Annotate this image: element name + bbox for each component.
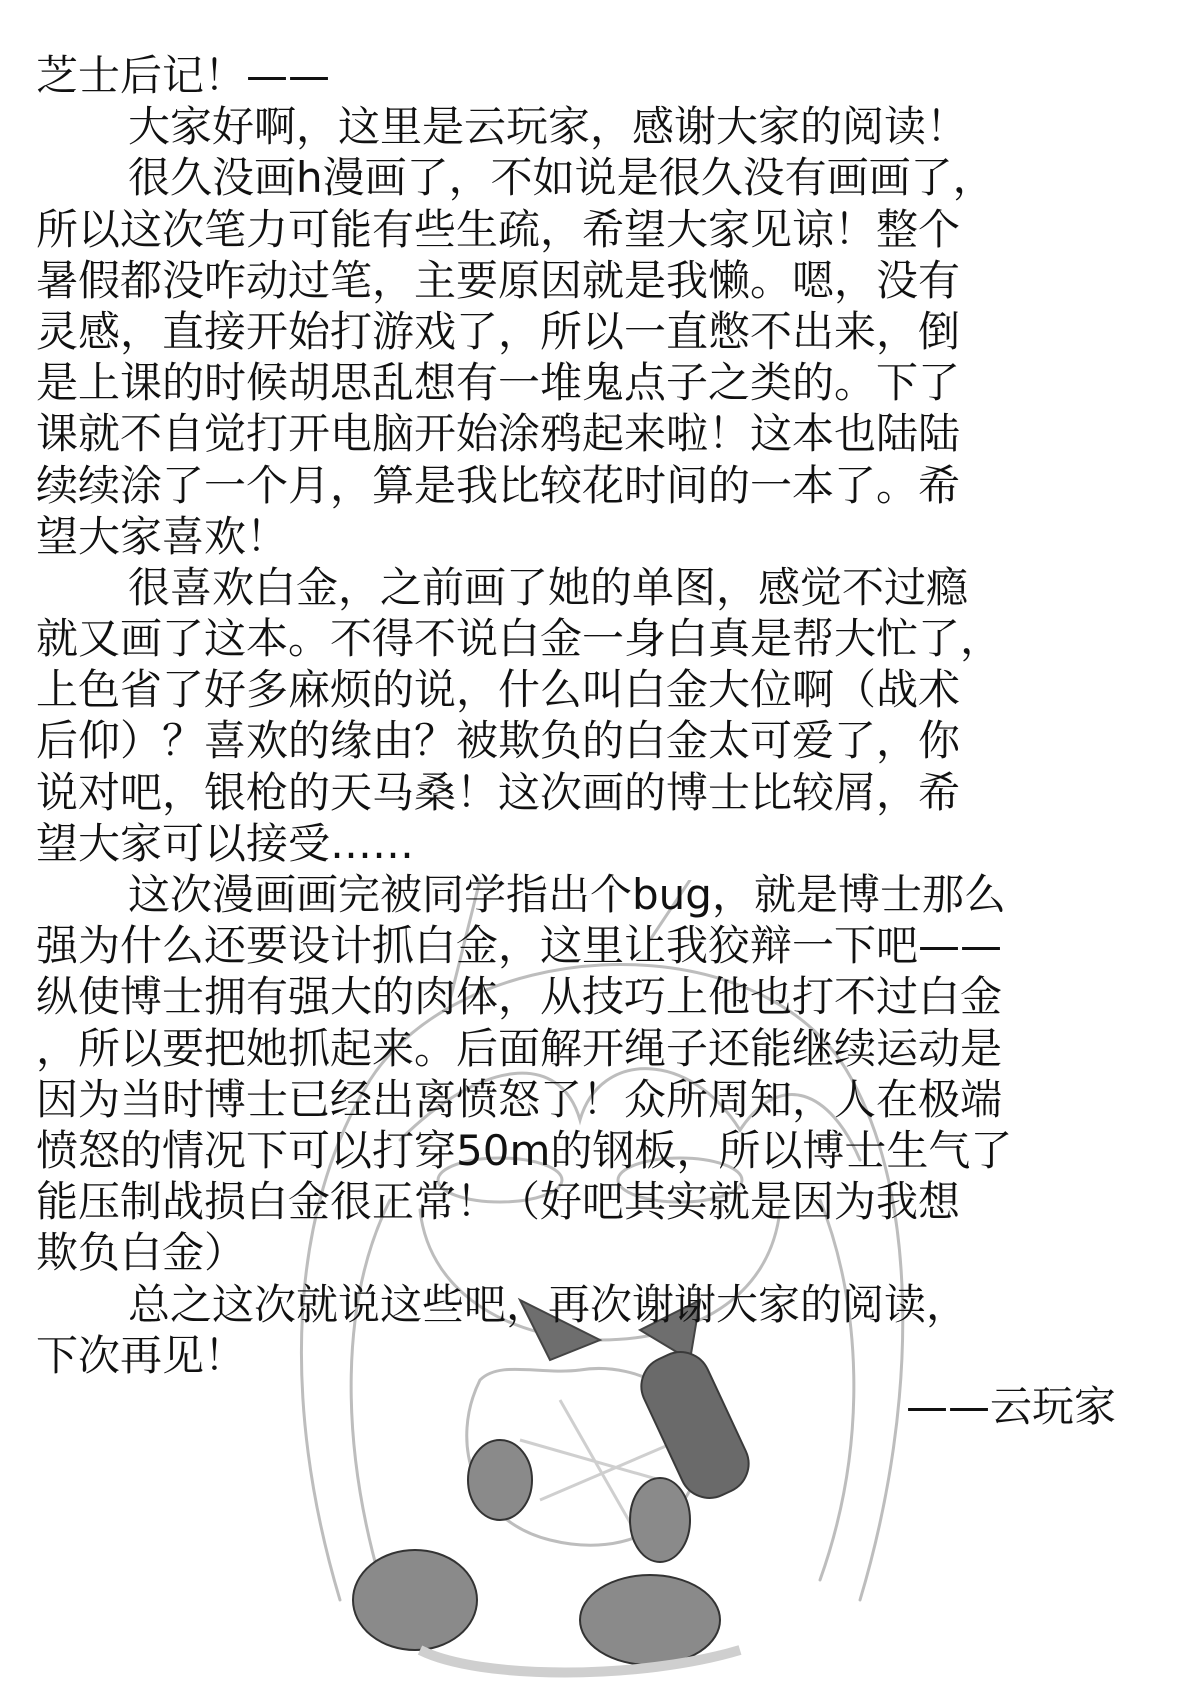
text-line: 望大家可以接受…… xyxy=(36,818,415,868)
signature: ——云玩家 xyxy=(905,1381,1116,1431)
text-line: 后仰）？喜欢的缘由？被欺负的白金太可爱了，你 xyxy=(36,716,961,766)
text-line: 强为什么还要设计抓白金，这里让我狡辩一下吧—— xyxy=(36,921,1003,971)
text-line: 灵感，直接开始打游戏了，所以一直憋不出来，倒 xyxy=(36,306,961,356)
text-line: 续续涂了一个月，算是我比较花时间的一本了。希 xyxy=(36,460,961,510)
text-line: 纵使博士拥有强大的肉体，从技巧上他也打不过白金 xyxy=(36,972,1003,1022)
text-line: 大家好啊，这里是云玩家，感谢大家的阅读！ xyxy=(128,102,969,152)
text-line: 这次漫画画完被同学指出个bug，就是博士那么 xyxy=(128,870,1006,919)
text-line: 暑假都没咋动过笔，主要原因就是我懒。嗯，没有 xyxy=(36,255,961,305)
text-line: 总之这次就说这些吧，再次谢谢大家的阅读， xyxy=(128,1279,969,1329)
text-line: 是上课的时候胡思乱想有一堆鬼点子之类的。下了 xyxy=(36,358,961,408)
text-line: 很喜欢白金，之前画了她的单图，感觉不过瘾 xyxy=(128,562,969,612)
text-line: 因为当时博士已经出离愤怒了！众所周知，人在极端 xyxy=(36,1074,1003,1124)
text-line: ，所以要把她抓起来。后面解开绳子还能继续运动是 xyxy=(36,1023,1003,1073)
text-line: 就又画了这本。不得不说白金一身白真是帮大忙了， xyxy=(36,614,1003,664)
text-line: 说对吧，银枪的天马桑！这次画的博士比较屑，希 xyxy=(36,767,961,817)
text-line: 所以这次笔力可能有些生疏，希望大家见谅！整个 xyxy=(36,204,961,254)
text-line: 很久没画h漫画了，不如说是很久没有画画了， xyxy=(128,153,995,203)
text-line: 下次再见！ xyxy=(36,1330,247,1380)
text-line: 课就不自觉打开电脑开始涂鸦起来啦！这本也陆陆 xyxy=(36,409,961,459)
text-line: 能压制战损白金很正常！（好吧其实就是因为我想 xyxy=(36,1177,961,1227)
text-line: 欺负白金） xyxy=(36,1228,247,1278)
text-line: 愤怒的情况下可以打穿50m的钢板，所以博士生气了 xyxy=(36,1125,1013,1175)
afterword-title: 芝士后记！—— xyxy=(36,51,331,100)
text-line: 上色省了好多麻烦的说，什么叫白金大位啊（战术 xyxy=(36,665,961,715)
text-line: 望大家喜欢！ xyxy=(36,511,289,561)
afterword-text xyxy=(36,50,1156,1432)
